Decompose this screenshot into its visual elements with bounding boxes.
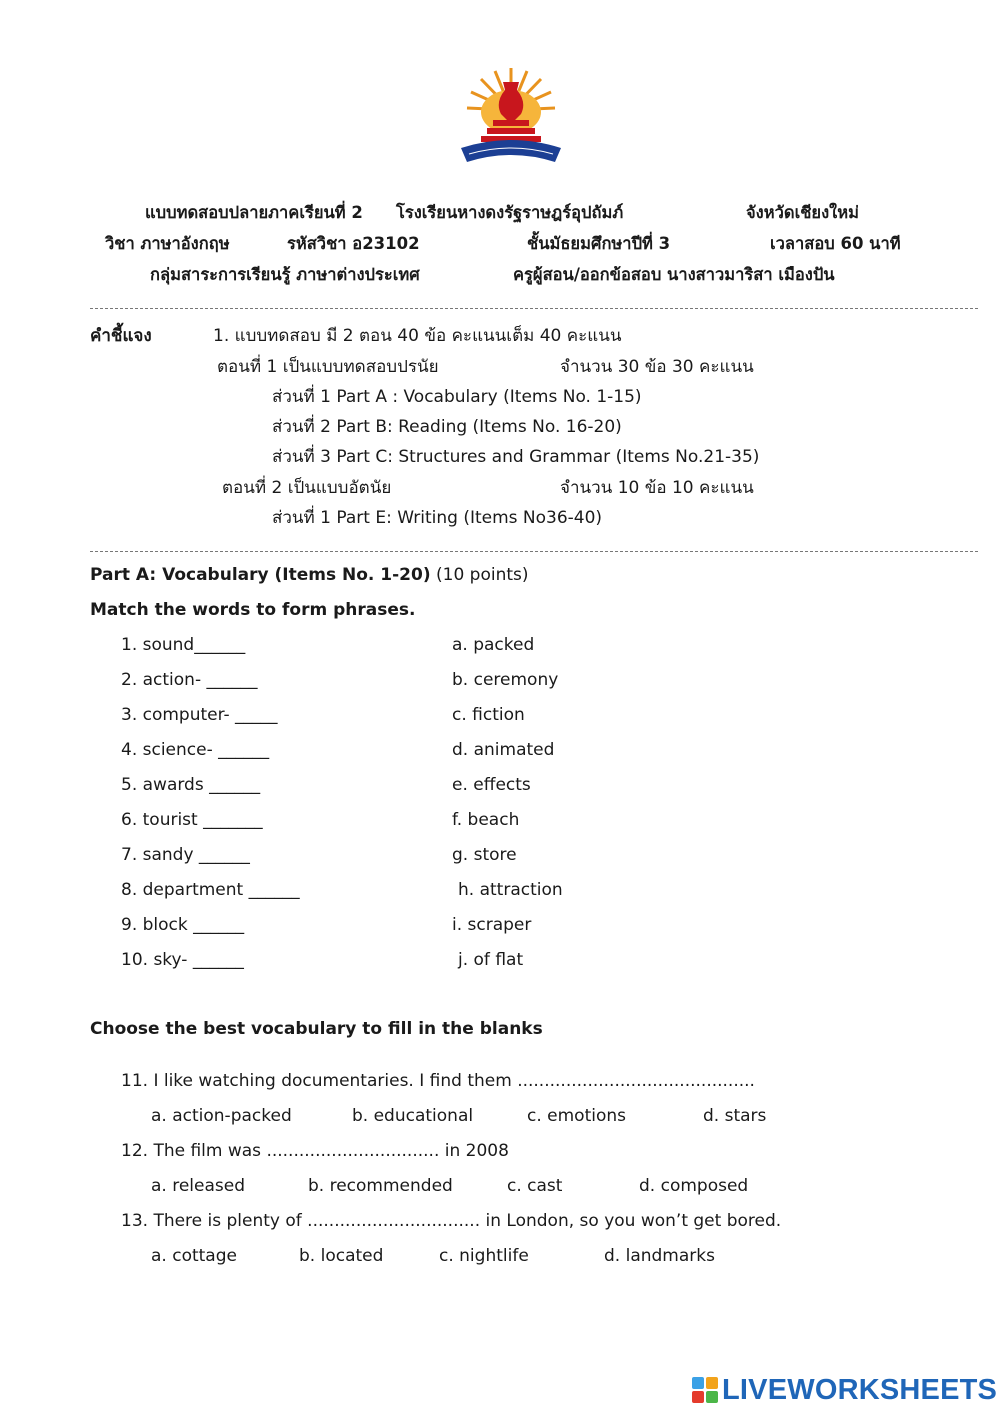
- match-item-4: 4. science- ______: [121, 740, 270, 760]
- header-grade: ชั้นมัธยมศึกษาปีที่ 3: [527, 234, 671, 253]
- liveworksheets-brand: [692, 1374, 997, 1406]
- instructions-sec1-title: ตอนที่ 1 เป็นแบบทดสอบปรนัย: [217, 357, 439, 377]
- header-subject: วิชา ภาษาอังกฤษ: [105, 234, 230, 253]
- instructions-part-b: ส่วนที่ 2 Part B: Reading (Items No. 16-20): [272, 417, 622, 437]
- match-item-2: 2. action- ______: [121, 670, 258, 690]
- choose-instruction: Choose the best vocabulary to fill in the blanks: [90, 1019, 543, 1039]
- divider-top: [90, 308, 978, 309]
- q13-option-d: d. landmarks: [604, 1246, 715, 1266]
- q11-option-d: d. stars: [703, 1106, 767, 1126]
- q13-option-c: c. nightlife: [439, 1246, 529, 1266]
- liveworksheets-icon: [692, 1377, 718, 1403]
- instructions-label: คำชี้แจง: [90, 326, 152, 346]
- match-option-f: f. beach: [452, 810, 520, 830]
- header-teacher: ครูผู้สอน/ออกข้อสอบ นางสาวมาริสา เมืองปัน: [513, 265, 835, 284]
- logo-ribbon: [461, 140, 561, 162]
- header-code: รหัสวิชา อ23102: [287, 234, 420, 253]
- match-item-6: 6. tourist _______: [121, 810, 263, 830]
- q12-option-c: c. cast: [507, 1176, 563, 1196]
- q12-option-d: d. composed: [639, 1176, 749, 1196]
- header-province: จังหวัดเชียงใหม่: [746, 203, 859, 222]
- instructions-part-a: ส่วนที่ 1 Part A : Vocabulary (Items No. 1-15): [272, 387, 642, 407]
- match-option-c: c. fiction: [452, 705, 525, 725]
- match-option-h: h. attraction: [458, 880, 563, 900]
- instructions-part-e: ส่วนที่ 1 Part E: Writing (Items No36-40): [272, 508, 603, 528]
- q12-option-b: b. recommended: [308, 1176, 453, 1196]
- instructions-line1: 1. แบบทดสอบ มี 2 ตอน 40 ข้อ คะแนนเต็ม 40 คะแนน: [213, 326, 622, 346]
- q12-option-a: a. released: [151, 1176, 246, 1196]
- match-item-3: 3. computer- _____: [121, 705, 278, 725]
- match-instruction: Match the words to form phrases.: [90, 600, 416, 620]
- header-school: โรงเรียนหางดงรัฐราษฎร์อุปถัมภ์: [396, 203, 624, 222]
- match-option-a: a. packed: [452, 635, 535, 655]
- match-option-j: j. of flat: [458, 950, 524, 970]
- instructions-part-c: ส่วนที่ 3 Part C: Structures and Grammar (Items No.21-35): [272, 447, 760, 467]
- match-item-8: 8. department ______: [121, 880, 300, 900]
- part-a-points: (10 points): [436, 565, 529, 585]
- question-13: 13. There is plenty of ................................ in London, so you won’t get bored.: [121, 1211, 782, 1231]
- match-option-b: b. ceremony: [452, 670, 559, 690]
- school-logo: [455, 62, 567, 174]
- question-11: 11. I like watching documentaries. I find them ............................................: [121, 1071, 755, 1091]
- match-item-9: 9. block ______: [121, 915, 245, 935]
- match-item-5: 5. awards ______: [121, 775, 261, 795]
- q13-option-b: b. located: [299, 1246, 384, 1266]
- q11-option-c: c. emotions: [527, 1106, 626, 1126]
- divider-bottom: [90, 551, 978, 552]
- part-a-heading: [90, 565, 529, 585]
- match-option-g: g. store: [452, 845, 517, 865]
- q11-option-a: a. action-packed: [151, 1106, 292, 1126]
- header-time: เวลาสอบ 60 นาที: [770, 234, 901, 253]
- header-exam: แบบทดสอบปลายภาคเรียนที่ 2: [145, 203, 363, 222]
- match-option-i: i. scraper: [452, 915, 532, 935]
- instructions-sec2-count: จำนวน 10 ข้อ 10 คะแนน: [560, 478, 754, 498]
- instructions-sec1-count: จำนวน 30 ข้อ 30 คะแนน: [560, 357, 754, 377]
- header-group: กลุ่มสาระการเรียนรู้ ภาษาต่างประเทศ: [150, 265, 420, 284]
- match-option-e: e. effects: [452, 775, 531, 795]
- match-item-1: 1. sound______: [121, 635, 246, 655]
- q11-option-b: b. educational: [352, 1106, 474, 1126]
- q13-option-a: a. cottage: [151, 1246, 237, 1266]
- match-item-10: 10. sky- ______: [121, 950, 244, 970]
- match-option-d: d. animated: [452, 740, 555, 760]
- part-a-title: Part A: Vocabulary (Items No. 1-20): [90, 565, 431, 585]
- match-item-7: 7. sandy ______: [121, 845, 250, 865]
- instructions-sec2-title: ตอนที่ 2 เป็นแบบอัตนัย: [222, 478, 392, 498]
- question-12: 12. The film was ................................ in 2008: [121, 1141, 509, 1161]
- liveworksheets-text: LIVEWORKSHEETS: [722, 1373, 998, 1406]
